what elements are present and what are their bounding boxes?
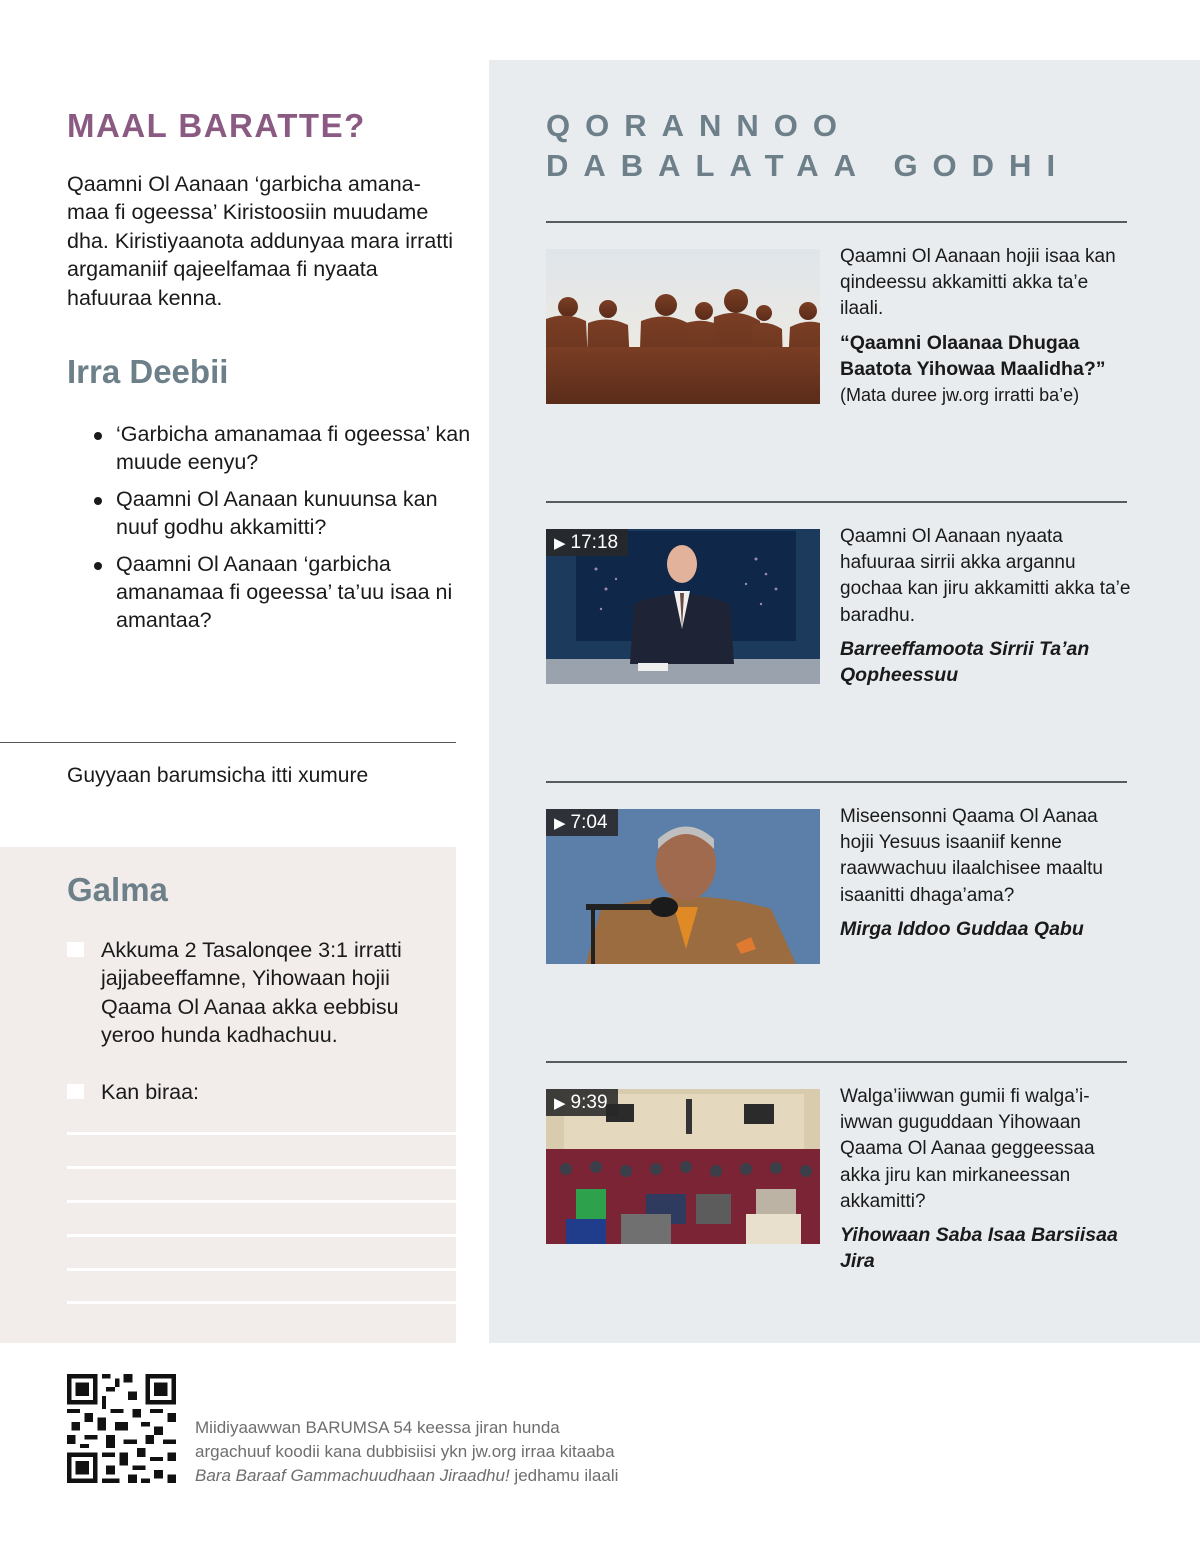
media-entry [840,524,1135,688]
media-description: Walga’iiwwan gumii fi walga’i-iwwan guguddaan Yihowaan Qaama Ol Aanaa geggeessaa akka jiru kan mirkaneessan akkamitti? [840,1086,1095,1212]
speaker-desk-video[interactable] [546,529,820,684]
heading-line-1: QORANNOO [546,108,852,143]
goal-item-text: Kan biraa: [101,1080,200,1104]
media-entry [840,244,1135,408]
review-item: ‘Garbicha amanamaa fi ogeessa’ kan muude eenyu? [92,420,472,477]
media-title-link[interactable]: “Qaamni Olaanaa Dhugaa Baatota Yihowaa Maalidha?” [840,331,1106,380]
media-description: Qaamni Ol Aanaan nyaata hafuuraa sirrii akka argannu gochaa kan jiru akkamitti akka ta’e baradhu. [840,526,1131,626]
audience-hall-video[interactable] [546,1089,820,1244]
divider [546,781,1127,783]
review-item: Qaamni Ol Aanaan ‘garbicha amanamaa fi ogeessa’ ta’uu isaa ni amantaa? [92,550,472,635]
footer-line-2: argachuuf koodii kana dubbisiisi ykn jw.org irraa kitaaba [195,1442,615,1461]
media-description: Miseensonni Qaama Ol Aanaa hojii Yesuus isaaniif kenne raawwachuu ilaalchisee maaltu isaanitti dhaga’ama? [840,806,1103,906]
footer-note [195,1416,618,1488]
review-item: Qaamni Ol Aanaan kunuunsa kan nuuf godhu akkamitti? [92,485,472,542]
speaker-microphone-video[interactable] [546,809,820,964]
media-title-link[interactable]: Barreeffamoota Sirrii Ta’an Qopheessuu [840,637,1090,687]
write-in-line[interactable] [67,1200,456,1203]
goal-item-text: Akkuma 2 Tasalonqee 3:1 irratti jajjabeeffamne, Yihowaan hojii Qaama Ol Aanaa akka eebbisu yeroo hunda kadhachuu. [101,938,402,1048]
media-description: Qaamni Ol Aanaan hojii isaa kan qindeessu akkamitti akka ta’e ilaali. [840,246,1116,320]
book-title: Bara Baraaf Gammachuudhaan Jiraadhu! [195,1466,510,1485]
review-heading: Irra Deebii [67,353,229,390]
goal-checkbox[interactable] [67,942,84,957]
play-icon: ▶ [554,535,566,552]
play-icon: ▶ [554,815,566,832]
divider [546,1061,1127,1063]
media-title-link[interactable]: Mirga Iddoo Guddaa Qabu [840,917,1084,940]
video-duration-badge [546,1089,618,1116]
media-title-link[interactable]: Yihowaan Saba Isaa Barsiisaa Jira [840,1224,1118,1273]
page-title: MAAL BARATTE? [67,107,366,144]
write-in-line[interactable] [67,1132,456,1135]
write-in-line[interactable] [67,1166,456,1169]
divider [546,221,1127,223]
completion-date-label: Guyyaan barumsicha itti xumure [67,764,369,787]
further-research-heading [546,106,1070,186]
divider [0,742,456,743]
video-duration-badge [546,529,628,556]
goal-checkbox[interactable] [67,1084,84,1099]
video-duration: 9:39 [570,1092,608,1113]
heading-line-2: DABALATAA GODHI [546,148,1071,183]
goal-item [67,936,437,1050]
goal-heading: Galma [67,871,168,908]
media-source-note: (Mata duree jw.org irratti ba’e) [840,385,1080,406]
play-icon: ▶ [554,1095,566,1112]
write-in-line[interactable] [67,1234,456,1237]
video-duration: 7:04 [570,812,608,833]
video-duration: 17:18 [570,532,619,553]
qr-code[interactable] [67,1374,176,1483]
silhouette-meeting-image[interactable] [546,249,820,404]
intro-paragraph: Qaamni Ol Aanaan ‘garbicha amana-maa fi ogeessa’ Kiristoosiin muudame dha. Kiristiyaanota addunyaa mara irratti argamaniif qajeelfamaa fi nyaata hafuuraa kenna. [67,172,454,310]
goal-item-other [67,1078,437,1106]
footer-line-1: Miidiyaawwan BARUMSA 54 keessa jiran hunda [195,1418,560,1437]
write-in-line[interactable] [67,1268,456,1271]
video-duration-badge [546,809,618,836]
write-in-line[interactable] [67,1301,456,1304]
footer-line-3: jedhamu ilaali [509,1466,619,1485]
media-entry [840,1084,1135,1274]
review-list [92,420,472,643]
media-entry [840,804,1135,942]
divider [546,501,1127,503]
